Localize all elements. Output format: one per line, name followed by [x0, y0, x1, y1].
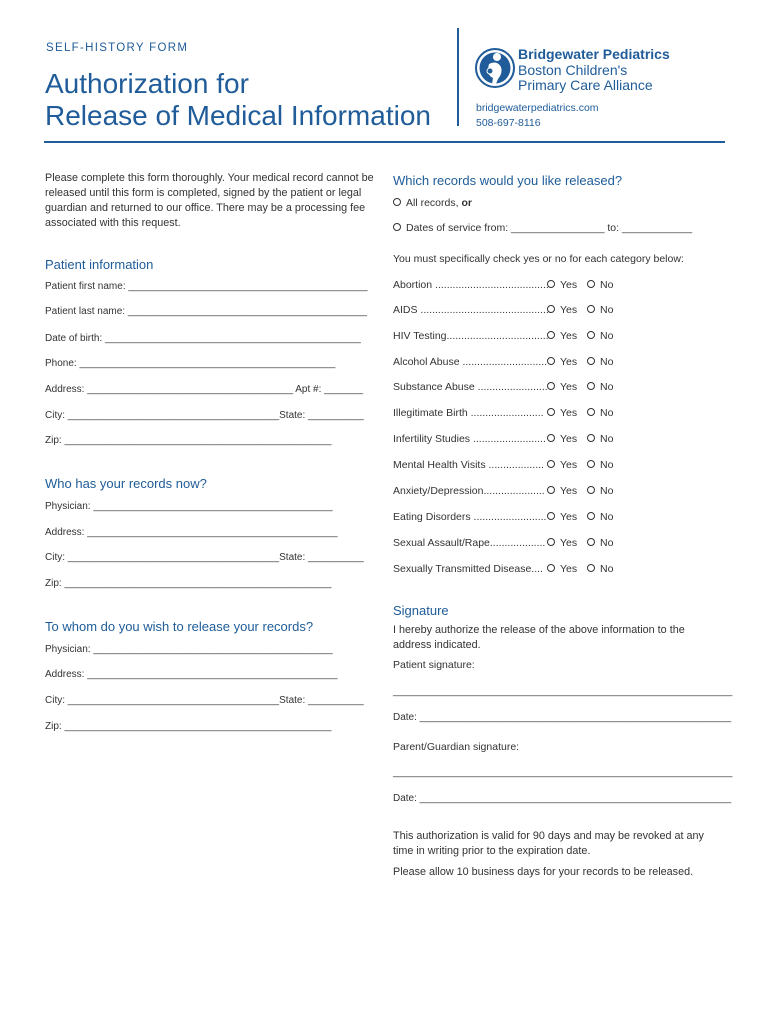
no-radio[interactable]	[587, 564, 595, 572]
dates-of-service-radio[interactable]	[393, 223, 401, 231]
guardian-signature-line[interactable]: _____________________________________________________________	[393, 767, 733, 778]
yes-radio[interactable]	[547, 434, 555, 442]
yes-radio[interactable]	[547, 564, 555, 572]
no-radio[interactable]	[587, 408, 595, 416]
dates-of-service-option[interactable]	[393, 222, 692, 234]
recipient-city-state-field[interactable]: City: ______________________________________State: __________	[45, 695, 364, 706]
category-no-option[interactable]	[587, 485, 613, 497]
no-radio[interactable]	[587, 434, 595, 442]
category-yes-option[interactable]	[547, 537, 577, 549]
website-link[interactable]: bridgewaterpediatrics.com	[476, 102, 599, 114]
records-heading: Which records would you like released?	[393, 173, 623, 188]
category-yes-option[interactable]	[547, 407, 577, 419]
category-no-option[interactable]	[587, 304, 613, 316]
no-radio[interactable]	[587, 538, 595, 546]
yes-radio[interactable]	[547, 486, 555, 494]
no-label: No	[600, 433, 614, 445]
category-yes-option[interactable]	[547, 433, 577, 445]
yes-radio[interactable]	[547, 280, 555, 288]
category-label: Eating Disorders .........................	[393, 511, 547, 523]
category-label: Illegitimate Birth .........................	[393, 407, 544, 419]
category-label: Abortion .......................................	[393, 279, 549, 291]
yes-label: Yes	[560, 433, 578, 445]
no-radio[interactable]	[587, 382, 595, 390]
no-label: No	[600, 407, 614, 419]
no-radio[interactable]	[587, 512, 595, 520]
category-yes-option[interactable]	[547, 511, 577, 523]
category-yes-option[interactable]	[547, 563, 577, 575]
no-label: No	[600, 304, 614, 316]
patient-last-name-field[interactable]: Patient last name: ___________________________________________	[45, 306, 367, 317]
category-no-option[interactable]	[587, 407, 613, 419]
no-label: No	[600, 381, 614, 393]
processing-time-note: Please allow 10 business days for your records to be released.	[393, 866, 694, 878]
yes-label: Yes	[560, 511, 578, 523]
category-label: Infertility Studies .........................	[393, 433, 546, 445]
no-label: No	[600, 279, 614, 291]
signature-heading: Signature	[393, 603, 449, 618]
date-of-birth-field[interactable]: Date of birth: ______________________________________________	[45, 333, 361, 344]
holder-city-state-field[interactable]: City: ______________________________________State: __________	[45, 552, 364, 563]
practice-logo-icon	[475, 44, 515, 94]
phone-field[interactable]: Phone: ______________________________________________	[45, 358, 336, 369]
patient-first-name-field[interactable]: Patient first name: ___________________________________________	[45, 281, 368, 292]
no-radio[interactable]	[587, 305, 595, 313]
recipient-heading: To whom do you wish to release your records?	[45, 619, 314, 634]
no-radio[interactable]	[587, 486, 595, 494]
page-title	[45, 68, 431, 132]
all-records-label: All records,	[406, 197, 459, 209]
category-instruction: You must specifically check yes or no for each category below:	[393, 253, 684, 265]
brand-alliance-line-2: Primary Care Alliance	[518, 77, 653, 93]
guardian-signature-date-field[interactable]: Date: ________________________________________________________	[393, 793, 732, 804]
guardian-signature-label: Parent/Guardian signature:	[393, 741, 520, 753]
brand-name: Bridgewater Pediatrics	[518, 46, 670, 62]
category-no-option[interactable]	[587, 511, 613, 523]
category-label: Alcohol Abuse .............................	[393, 356, 548, 368]
category-no-option[interactable]	[587, 537, 613, 549]
patient-signature-line[interactable]: _____________________________________________________________	[393, 686, 733, 697]
form-type-label: SELF-HISTORY FORM	[46, 42, 189, 54]
category-yes-option[interactable]	[547, 485, 577, 497]
holder-physician-field[interactable]: Physician: ___________________________________________	[45, 501, 333, 512]
category-yes-option[interactable]	[547, 381, 577, 393]
category-yes-option[interactable]	[547, 279, 577, 291]
authorization-statement: I hereby authorize the release of the above information to the address indicated.	[393, 624, 685, 651]
no-label: No	[600, 356, 614, 368]
brand-alliance-line-1: Boston Children's	[518, 61, 628, 78]
patient-zip-field[interactable]: Zip: ________________________________________________	[45, 435, 332, 446]
yes-label: Yes	[560, 279, 578, 291]
patient-address-field[interactable]: Address: _____________________________________ Apt #: _______	[45, 384, 364, 395]
no-label: No	[600, 511, 614, 523]
no-label: No	[600, 537, 614, 549]
yes-radio[interactable]	[547, 538, 555, 546]
category-yes-option[interactable]	[547, 330, 577, 342]
yes-label: Yes	[560, 459, 578, 471]
no-radio[interactable]	[587, 460, 595, 468]
category-label: Mental Health Visits ...................	[393, 459, 544, 471]
dates-of-service-field[interactable]: Dates of service from: ________________ to: ____________	[406, 222, 693, 234]
patient-city-state-field[interactable]: City: ______________________________________State: __________	[45, 410, 364, 421]
category-no-option[interactable]	[587, 433, 613, 445]
yes-label: Yes	[560, 407, 578, 419]
all-records-radio[interactable]	[393, 198, 401, 206]
all-records-or: or	[461, 197, 472, 209]
yes-label: Yes	[560, 356, 578, 368]
practice-brand	[518, 47, 670, 94]
yes-radio[interactable]	[547, 357, 555, 365]
category-label: HIV Testing...................................	[393, 330, 549, 342]
category-yes-option[interactable]	[547, 459, 577, 471]
yes-label: Yes	[560, 381, 578, 393]
category-label: Sexual Assault/Rape...................	[393, 537, 546, 549]
recipient-physician-field[interactable]: Physician: ___________________________________________	[45, 644, 333, 655]
category-no-option[interactable]	[587, 279, 613, 291]
yes-label: Yes	[560, 304, 578, 316]
category-label: AIDS .............................................	[393, 304, 552, 316]
patient-signature-date-field[interactable]: Date: ________________________________________________________	[393, 712, 732, 723]
no-label: No	[600, 330, 614, 342]
category-no-option[interactable]	[587, 381, 613, 393]
category-label: Anxiety/Depression.....................	[393, 485, 545, 497]
yes-label: Yes	[560, 485, 578, 497]
yes-radio[interactable]	[547, 408, 555, 416]
records-holder-heading: Who has your records now?	[45, 476, 207, 491]
category-no-option[interactable]	[587, 459, 613, 471]
category-no-option[interactable]	[587, 330, 613, 342]
phone-number: 508-697-8116	[476, 117, 541, 129]
yes-radio[interactable]	[547, 460, 555, 468]
recipient-address-field[interactable]: Address: _____________________________________________	[45, 669, 338, 680]
yes-radio[interactable]	[547, 305, 555, 313]
holder-address-field[interactable]: Address: _____________________________________________	[45, 527, 338, 538]
category-label: Substance Abuse ........................	[393, 381, 548, 393]
category-no-option[interactable]	[587, 356, 613, 368]
intro-text: Please complete this form thoroughly. Your medical record cannot be released until this form is completed, signed by the patient or legal guardian and returned to our office. There may be a processing fee associated with this request.	[45, 172, 374, 229]
no-radio[interactable]	[587, 280, 595, 288]
category-no-option[interactable]	[587, 563, 613, 575]
patient-signature-label: Patient signature:	[393, 659, 475, 671]
category-yes-option[interactable]	[547, 356, 577, 368]
yes-radio[interactable]	[547, 382, 555, 390]
no-label: No	[600, 485, 614, 497]
no-radio[interactable]	[587, 331, 595, 339]
yes-radio[interactable]	[547, 512, 555, 520]
title-line-2: Release of Medical Information	[45, 100, 431, 131]
no-label: No	[600, 459, 614, 471]
yes-label: Yes	[560, 563, 578, 575]
practice-contact	[476, 101, 599, 131]
yes-radio[interactable]	[547, 331, 555, 339]
yes-label: Yes	[560, 330, 578, 342]
header-rule	[44, 141, 725, 143]
recipient-zip-field[interactable]: Zip: ________________________________________________	[45, 721, 332, 732]
no-radio[interactable]	[587, 357, 595, 365]
patient-info-heading: Patient information	[45, 257, 154, 272]
holder-zip-field[interactable]: Zip: ________________________________________________	[45, 578, 332, 589]
validity-note: This authorization is valid for 90 days and may be revoked at any time in writing prior to the expiration date.	[393, 830, 704, 857]
title-line-1: Authorization for	[45, 68, 249, 99]
category-label: Sexually Transmitted Disease....	[393, 563, 543, 575]
yes-label: Yes	[560, 537, 578, 549]
category-yes-option[interactable]	[547, 304, 577, 316]
no-label: No	[600, 563, 614, 575]
header-divider	[457, 28, 459, 126]
all-records-option[interactable]	[393, 197, 472, 209]
